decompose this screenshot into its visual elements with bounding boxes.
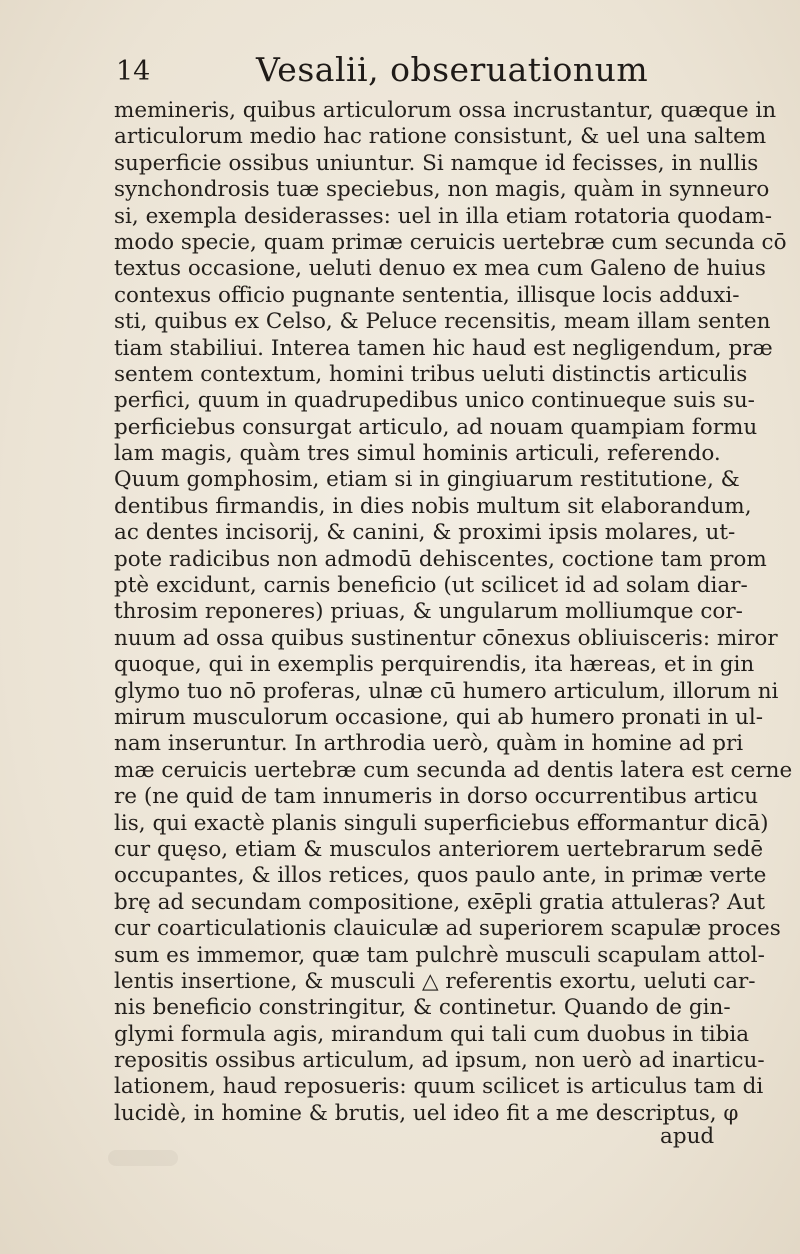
text-line: glymo tuo nō proferas, ulnæ cū humero articulum, illorum ni xyxy=(114,678,779,704)
text-line: quoque, qui in exemplis perquirendis, ita hæreas, et in gin xyxy=(114,652,755,678)
text-line: repositis ossibus articulum, ad ipsum, non uerò ad inarticu- xyxy=(114,1048,765,1074)
text-line: lationem, haud reposueris: quum scilicet is articulus tam di xyxy=(114,1074,764,1100)
text-line: articulorum medio hac ratione consistunt, & uel una saltem xyxy=(114,124,767,150)
text-line: synchondrosis tuæ speciebus, non magis, quàm in synneuro xyxy=(114,177,770,203)
text-line: re (ne quid de tam innumeris in dorso occurrentibus articu xyxy=(114,784,759,810)
text-line: cur quęso, etiam & musculos anteriorem uertebrarum sedē xyxy=(114,836,764,862)
text-line: sentem contextum, homini tribus ueluti distinctis articulis xyxy=(114,361,748,387)
text-line: cur coarticulationis clauiculæ ad superiorem scapulæ proces xyxy=(114,916,781,942)
text-line: contexus officio pugnante sententia, illisque locis adduxi- xyxy=(114,282,740,308)
text-line: pote radicibus non admodū dehiscentes, coctione tam prom xyxy=(114,546,767,572)
text-line: throsim reponeres) priuas, & ungularum molliumque cor- xyxy=(114,599,743,625)
text-line: sti, quibus ex Celso, & Peluce recensitis, meam illam senten xyxy=(114,309,771,335)
text-line: Quum gomphosim, etiam si in gingiuarum restitutione, & xyxy=(114,467,740,493)
text-line: dentibus firmandis, in dies nobis multum sit elaborandum, xyxy=(114,493,752,519)
text-line: lucidè, in homine & brutis, uel ideo fit a me descriptus, φ xyxy=(114,1100,739,1126)
running-head xyxy=(108,50,708,94)
text-line: mæ ceruicis uertebræ cum secunda ad dentis latera est cerne xyxy=(114,757,793,783)
text-line: textus occasione, ueluti denuo ex mea cum Galeno de huius xyxy=(114,256,766,282)
text-line: lam magis, quàm tres simul hominis articuli, referendo. xyxy=(114,441,721,467)
catchword: apud xyxy=(660,1124,715,1149)
text-line: brę ad secundam compositione, exēpli gratia attuleras? Aut xyxy=(114,889,765,915)
paper-stain xyxy=(108,1150,178,1166)
text-line: memineris, quibus articulorum ossa incrustantur, quæque in xyxy=(114,98,777,123)
body-text xyxy=(114,98,793,1127)
page-number: 14 xyxy=(116,56,151,87)
text-line: ptè excidunt, carnis beneficio (ut scilicet id ad solam diar- xyxy=(114,573,748,599)
text-line: glymi formula agis, mirandum qui tali cum duobus in tibia xyxy=(114,1021,750,1047)
text-line: lentis insertione, & musculi △ referentis exortu, ueluti car- xyxy=(114,968,756,994)
running-title: Vesalii, obseruationum xyxy=(256,50,649,89)
text-line: mirum musculorum occasione, qui ab humero pronati in ul- xyxy=(114,704,764,730)
text-line: lis, qui exactè planis singuli superficiebus efformantur dicā) xyxy=(114,810,769,836)
text-line: superficie ossibus uniuntur. Si namque id fecisses, in nullis xyxy=(114,150,759,176)
text-line: perficiebus consurgat articulo, ad nouam quampiam formu xyxy=(114,414,758,440)
text-line: nam inseruntur. In arthrodia uerò, quàm in homine ad pri xyxy=(114,731,744,757)
text-line: tiam stabiliui. Interea tamen hic haud est negligendum, præ xyxy=(114,335,773,361)
text-line: perfici, quum in quadrupedibus unico continueque suis su- xyxy=(114,388,755,414)
text-line: ac dentes incisorij, & canini, & proximi ipsis molares, ut- xyxy=(114,520,736,546)
text-line: modo specie, quam primæ ceruicis uertebræ cum secunda cō xyxy=(114,229,787,255)
text-line: nis beneficio constringitur, & continetur. Quando de gin- xyxy=(114,995,731,1021)
text-line: si, exempla desiderasses: uel in illa etiam rotatoria quodam- xyxy=(114,203,772,229)
text-line: nuum ad ossa quibus sustinentur cōnexus obliuisceris: miror xyxy=(114,625,778,651)
text-line: occupantes, & illos retices, quos paulo ante, in primæ verte xyxy=(114,863,767,889)
text-line: sum es immemor, quæ tam pulchrè musculi scapulam attol- xyxy=(114,942,765,968)
